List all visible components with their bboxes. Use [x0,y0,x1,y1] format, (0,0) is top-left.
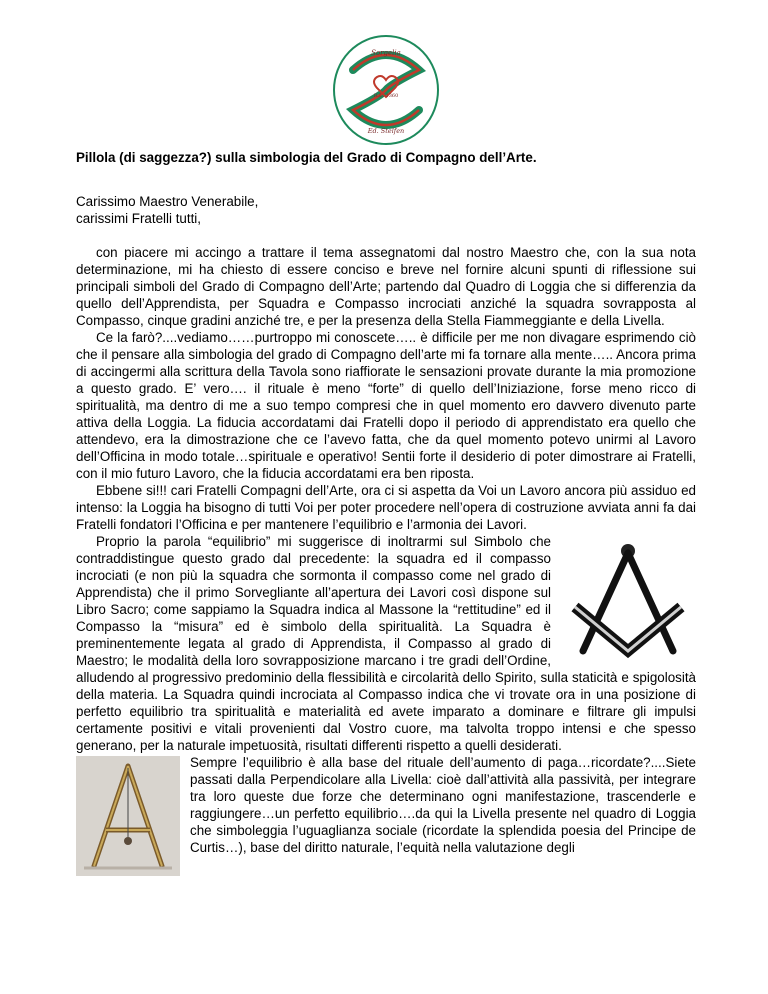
paragraph: con piacere mi accingo a trattare il tema assegnatomi dal nostro Maestro che, con la sua nota determinazione, mi ha chiesto di essere conciso e breve nel fornire alcuni spunti di riflessione sui principali simboli del Grado di Compagno dell’Arte; partendo dal Quadro di Loggia che si differenzia da quello dell’Apprendista, per Squadra e Compasso incrociati anziché la squadra sovrapposta al Compasso, cinque gradini anziché tre, e per la presenza della Stella Fiammeggiante e della Livella. [76,245,696,328]
greeting-line: carissimi Fratelli tutti, [76,211,201,226]
paragraph: Ebbene si!!! cari Fratelli Compagni dell’Arte, ora ci si aspetta da Voi un Lavoro ancora più assiduo ed intenso: la Loggia ha bisogno di tutti Voi per poter procedere nell’opera di costruzione avviata anni fa dai Fratelli fondatori l’Officina e per mantenere l’equilibrio e l’armonia dei Lavori. [76,483,696,532]
paragraph: Ce la farò?....vediamo……purtroppo mi conoscete….. è difficile per me non divagare esprimendo ciò che il pensare alla simbologia del grado di Compagno dell’arte mi fa tornare alla mente….. Ancora prima di accingermi alla scrittura della Tavola sono riaffiorate le sensazioni provate durante la mia promozione a questo grado. E’ vero…. il rituale è meno “forte” di quello dell’Iniziazione, forse meno ricco di spiritualità, ma dentro di me a suo tempo compresi che in quel momento ero davvero divenuto parte attiva della Loggia. La fiducia accordatami dai Fratelli dopo il periodo di apprendistato era quello che attendevo, era la dimostrazione che ce l’avevo fatta, che da quel momento potevo unirmi al Lavoro dell’Officina in modo totale…spirituale e operativo! Sentii forte il desiderio di poter dimostrare ai Fratelli, con il mio futuro Lavoro, che la fiducia accordatami era ben riposta. [76,330,696,481]
paragraph-text: Sempre l’equilibrio è alla base del rituale dell’aumento di paga…ricordate?....Siete passati dalla Perpendicolare alla Livella: cioè dall’attività alla passività, per integrare tra loro queste due forze che determinano ogni manifestazione, trascenderle e raggiungere…un perfetto equilibrio….da qui la Livella presente nel quadro di Loggia che simboleggia l’uguaglianza sociale (ricordate la splendida poesia del Principe de Curtis…), base del diritto naturale, l’equità nella valutazione degli [190,755,696,855]
paragraph-text: Proprio la parola “equilibrio” mi suggerisce di inoltrarmi sul Simbolo che contraddistingue questo grado dal precedente: la squadra ed il compasso incrociati (e non più la squadra che sormonta il compasso come nel grado di Apprendista) che il primo Sorvegliante all’apertura dei Lavori così dispone sul Libro Sacro; come sappiamo la Squadra indica al Massone la “rettitudine” ed il Compasso la “misura” ed è simbolo della spiritualità. La Squadra è preminentemente legata al grado di Apprendista, il Compasso al grado di Maestro; le modalità della loro sovrapposizione marcano i tre gradi dell’Ordine, alludendo al progressivo predominio della flessibilità e circolarità dello Spirito, sulla staticità e spigolosità della materia. La Squadra quindi incrociata al Compasso indica che vi trovate ora in una posizione di perfetto equilibrio tra spiritualità e materialità ed avete imparato a dominare e filtrare gli impulsi certamente positivi e vitali provenienti dal Vostro cuore, ma talvolta troppo intensi e che spesso generano, per la naturale impetuosità, risultati differenti rispetto a quelli desiderati. [76,534,696,753]
document-title: Pillola (di saggezza?) sulla simbologia del Grado di Compagno dell’Arte. [76,150,537,165]
greeting-line: Carissimo Maestro Venerabile, [76,194,259,209]
level-icon [76,756,180,876]
document-body [76,244,696,876]
logo-bottom-text: Ed. Stelfen [367,127,405,135]
lodge-logo [331,34,441,146]
paragraph-with-figure [76,533,696,754]
square-and-compass-icon [561,539,696,659]
paragraph-with-figure [76,754,696,856]
logo-top-text: Sorgelia [371,49,401,57]
logo-center-text: R.L. 1360 [373,93,399,99]
greeting [76,193,258,227]
